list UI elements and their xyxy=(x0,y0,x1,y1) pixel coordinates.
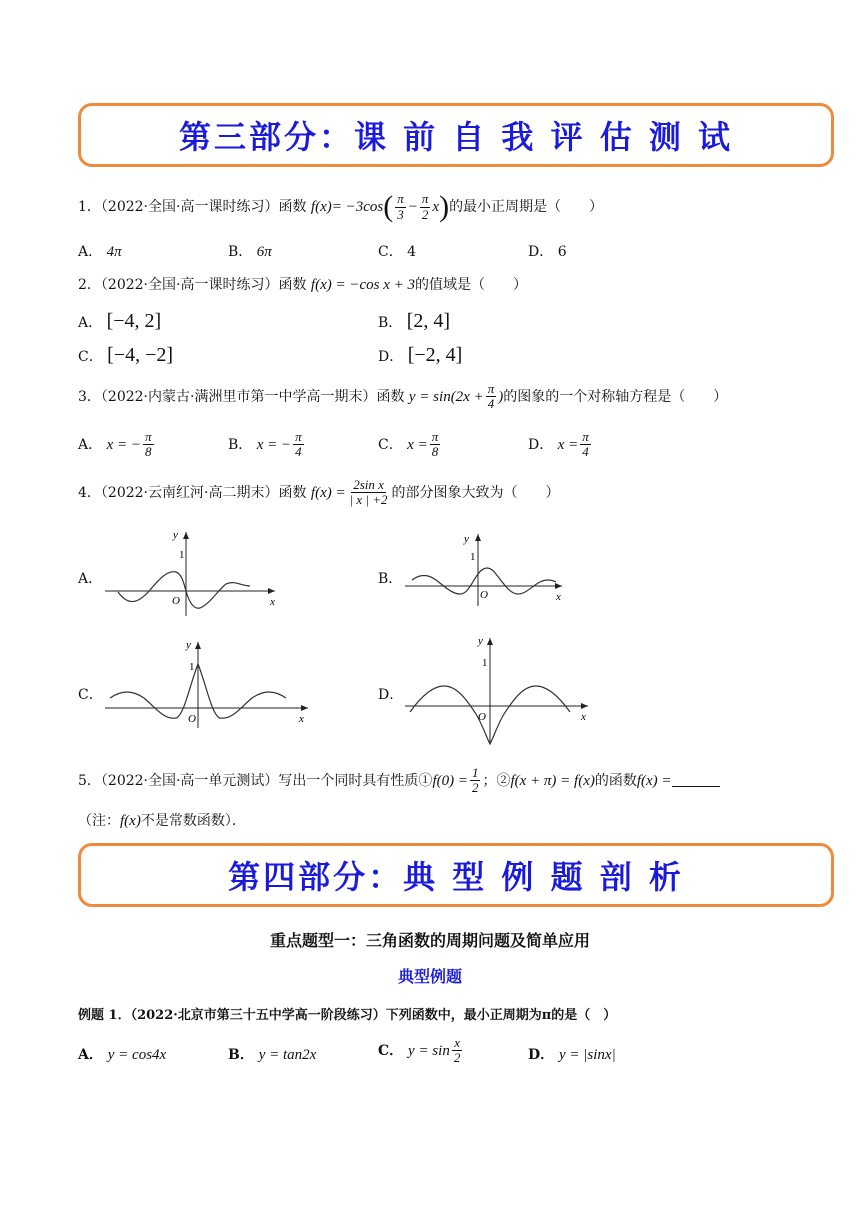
q5-periodic: f(x + π) = f(x) xyxy=(510,772,595,789)
svg-text:1: 1 xyxy=(179,549,185,561)
q5-fx: f(x) = xyxy=(636,772,672,789)
q1-suffix: 的最小正周期是（ ） xyxy=(449,199,604,215)
question-3 xyxy=(78,382,727,412)
svg-text:O: O xyxy=(188,713,196,725)
svg-text:1: 1 xyxy=(189,661,195,673)
q1-minus: − xyxy=(407,199,418,215)
example1-option-c[interactable]: C． y = sin $\frac{x}{2}$ xyxy=(378,1035,461,1066)
q1-source: （2022·全国·高一课时练习）函数 xyxy=(100,199,307,215)
q4-suffix: 的部分图象大致为（ ） xyxy=(391,484,560,501)
q3-number: 3． xyxy=(78,388,101,405)
q1-option-d[interactable]: D． 6 xyxy=(528,244,567,260)
q4-source: （2022·云南红河·高二期末）函数 xyxy=(100,484,307,501)
q4-option-b-label[interactable]: B． xyxy=(378,571,403,587)
q2-source: （2022·全国·高一课时练习）函数 xyxy=(100,277,307,293)
svg-text:x: x xyxy=(299,713,304,725)
section4-banner xyxy=(78,843,834,907)
q3-option-d[interactable]: D． x = $\frac{\pi}{4}$ xyxy=(528,429,589,460)
q2-option-a[interactable]: A． [−4, 2] xyxy=(78,310,162,332)
svg-text:O: O xyxy=(172,595,180,607)
q2-option-d[interactable]: D． [−2, 4] xyxy=(378,344,463,366)
svg-text:1: 1 xyxy=(470,551,476,563)
svg-text:O: O xyxy=(480,589,488,601)
q3-option-a[interactable]: A． x = − $\frac{\pi}{8}$ xyxy=(78,429,152,460)
q1-frac2: $\frac{\pi}{2}$ xyxy=(421,191,429,222)
svg-text:x: x xyxy=(556,591,561,603)
q1-number: 1． xyxy=(78,199,101,215)
q3-option-c[interactable]: C． x = $\frac{\pi}{8}$ xyxy=(378,429,439,460)
example1-option-b[interactable]: B． y = tan2x xyxy=(228,1047,317,1063)
example1-option-a[interactable]: A． y = cos4x xyxy=(78,1047,167,1063)
q5-note: （注：f(x)不是常数函数）． xyxy=(78,813,246,829)
q3-func-a: y = sin(2x + xyxy=(408,388,484,405)
q4-graph-c[interactable] xyxy=(100,636,315,731)
topic1-title: 重点题型一：三角函数的周期问题及简单应用 xyxy=(269,931,590,950)
q2-number: 2． xyxy=(78,277,101,293)
typical-title: 典型例题 xyxy=(397,967,462,986)
q1-x: x xyxy=(432,199,440,215)
q1-paren-left: ( xyxy=(383,190,394,223)
q4-option-d-label[interactable]: D． xyxy=(378,687,404,703)
svg-text:y: y xyxy=(478,635,483,647)
svg-text:1: 1 xyxy=(482,657,488,669)
q1-func-rhs: = −3cos xyxy=(331,199,384,215)
q1-option-a[interactable]: A． 4π xyxy=(78,244,122,260)
question-5 xyxy=(78,766,720,796)
q5-answer-blank[interactable] xyxy=(672,774,720,787)
q1-frac1: $\frac{\pi}{3}$ xyxy=(397,191,404,222)
svg-text:O: O xyxy=(478,711,486,723)
svg-text:x: x xyxy=(581,711,586,723)
q5-text-a: 5．（2022·全国·高一单元测试）写出一个同时具有性质① xyxy=(78,772,433,789)
question-1 xyxy=(78,192,603,222)
question-4 xyxy=(78,478,560,508)
section3-banner xyxy=(78,103,834,167)
q1-paren-right: ) xyxy=(439,190,450,223)
q4-graph-a[interactable] xyxy=(100,528,280,618)
q3-frac: $\frac{\pi}{4}$ xyxy=(487,381,495,412)
section4-title: 第四部分：典 型 例 题 剖 析 xyxy=(228,858,684,896)
question-2 xyxy=(78,274,527,294)
q4-option-a-label[interactable]: A． xyxy=(78,571,103,587)
q3-option-b[interactable]: B． x = − $\frac{\pi}{4}$ xyxy=(228,429,302,460)
q3-source: （2022·内蒙古·满洲里市第一中学高一期末）函数 xyxy=(100,388,405,405)
q2-suffix: 的值域是（ ） xyxy=(415,277,527,293)
q2-func: f(x) = −cos x + 3 xyxy=(310,277,415,293)
q4-func-lhs: f(x) = xyxy=(310,484,346,501)
q5-f0: f(0) = xyxy=(432,772,468,789)
q1-option-c[interactable]: C． 4 xyxy=(378,244,417,260)
svg-text:y: y xyxy=(173,529,178,541)
example1-option-d[interactable]: D． y = |sinx| xyxy=(528,1047,616,1063)
q5-text-b: 的函数 xyxy=(594,772,637,789)
svg-text:y: y xyxy=(186,639,191,651)
q4-option-c-label[interactable]: C． xyxy=(78,687,103,703)
q4-graph-d[interactable] xyxy=(400,632,595,747)
svg-text:x: x xyxy=(270,596,275,608)
q5-frac: $\frac{1}{2}$ xyxy=(471,765,479,796)
q3-func-b: ) xyxy=(498,388,504,405)
q1-option-b[interactable]: B． 6π xyxy=(228,244,272,260)
q2-option-c[interactable]: C． [−4, −2] xyxy=(78,344,174,366)
q4-graph-b[interactable] xyxy=(400,528,570,608)
q5-sep: ；② xyxy=(482,772,511,789)
example1-text: 例题 1．（2022·北京市第三十五中学高一阶段练习）下列函数中，最小正周期为π的是（ ） xyxy=(78,1008,617,1023)
section3-title: 第三部分：课 前 自 我 评 估 测 试 xyxy=(179,118,733,156)
q3-suffix: 的图象的一个对称轴方程是（ ） xyxy=(503,388,728,405)
q4-number: 4． xyxy=(78,484,101,501)
svg-text:y: y xyxy=(464,533,469,545)
q2-option-b[interactable]: B． [2, 4] xyxy=(378,310,451,332)
q4-frac: $\frac{\text{2sin x}}{| x | +2}$ xyxy=(349,477,388,508)
q1-func-lhs: f(x) xyxy=(310,199,332,215)
